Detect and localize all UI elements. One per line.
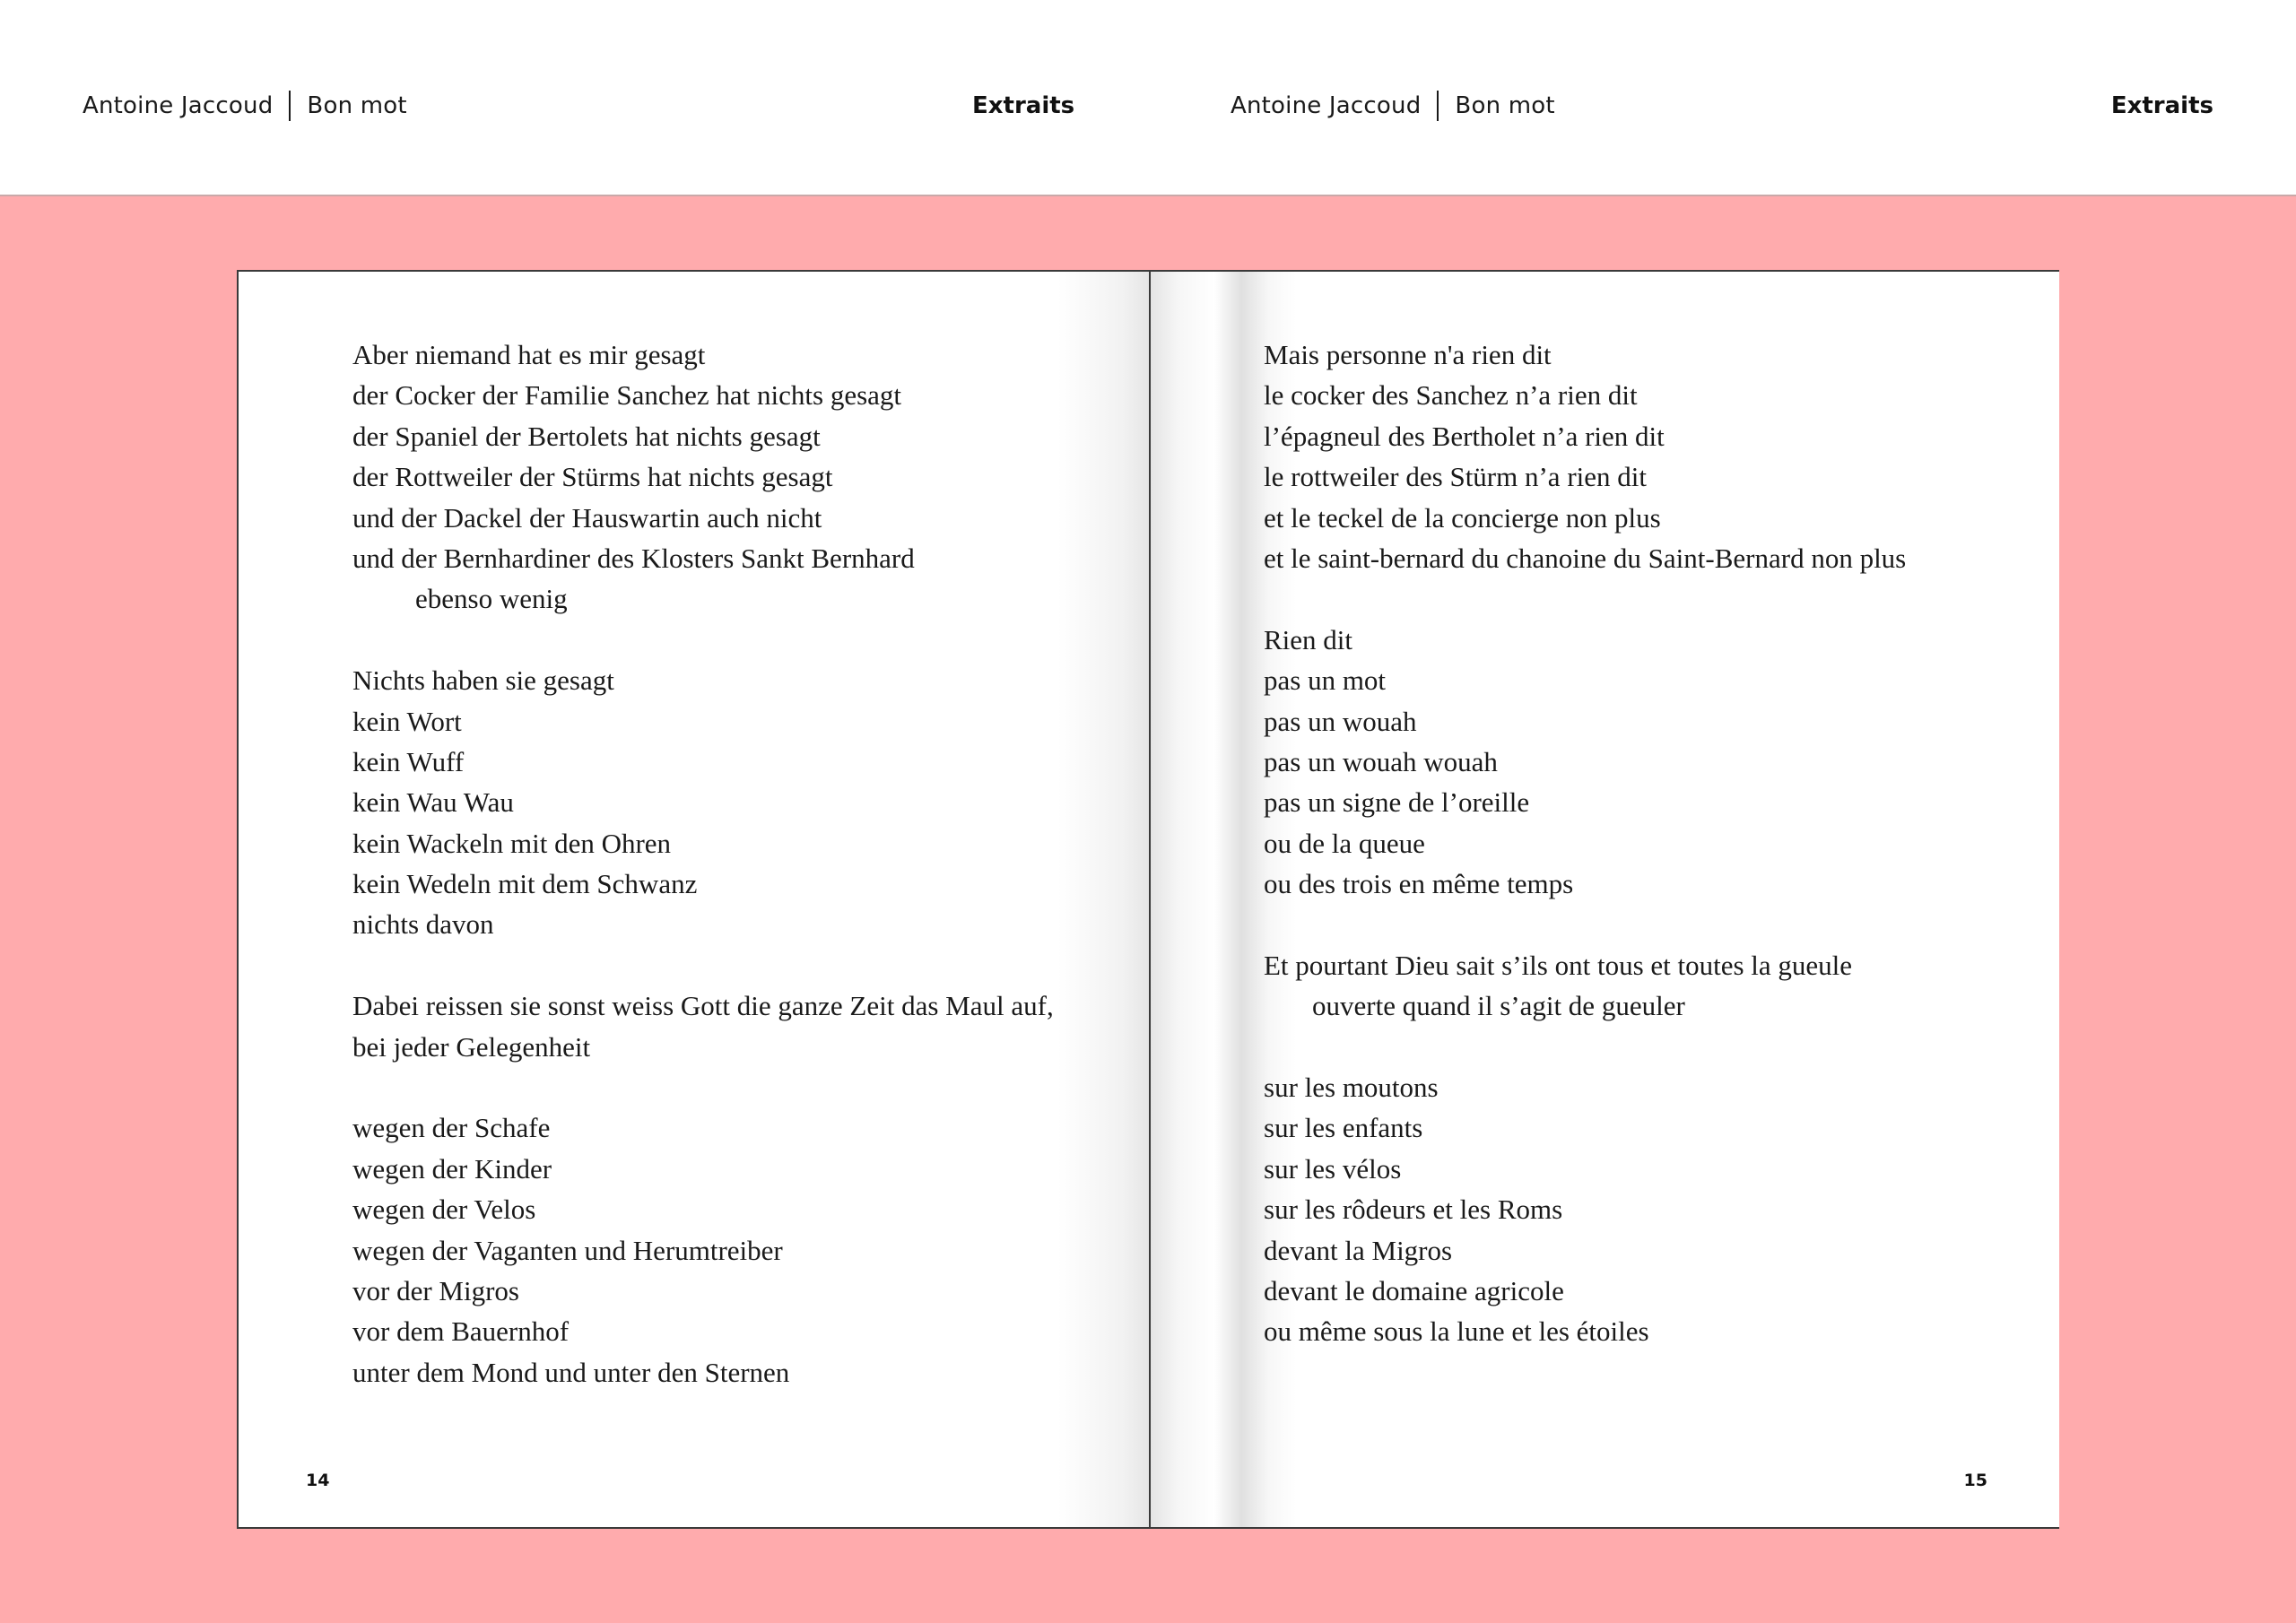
poem-line: pas un wouah wouah <box>1264 745 1498 777</box>
poem-line: kein Wedeln mit dem Schwanz <box>352 868 698 900</box>
poem-line: Rien dit <box>1264 623 1353 655</box>
poem-line: ouverte quand il s’agit de gueuler <box>1312 990 1685 1022</box>
poem-line: kein Wau Wau <box>352 786 514 819</box>
poem-line: und der Bernhardiner des Klosters Sankt Bernhard <box>352 542 915 574</box>
poem-line: sur les vélos <box>1264 1152 1402 1185</box>
page-number-right: 15 <box>1963 1471 1987 1490</box>
book-title: Bon mot <box>1455 92 1555 119</box>
poem-line: kein Wort <box>352 705 462 737</box>
stanza-break <box>1264 904 2035 944</box>
poem-line: sur les rôdeurs et les Roms <box>1264 1193 1563 1226</box>
poem-line: unter dem Mond und unter den Sternen <box>352 1356 790 1388</box>
left-page <box>239 272 1149 1527</box>
header-credit-right <box>1231 88 1555 124</box>
header-divider <box>289 91 291 121</box>
poem-line: et le teckel de la concierge non plus <box>1264 501 1661 534</box>
book-spread <box>237 270 2059 1529</box>
poem-line: sur les enfants <box>1264 1112 1423 1144</box>
book-title: Bon mot <box>307 92 407 119</box>
poem-line: und der Dackel der Hauswartin auch nicht <box>352 501 822 534</box>
header-credit-left <box>83 88 407 124</box>
poem-line: Mais personne n'a rien dit <box>1264 339 1552 370</box>
stanza-break <box>352 945 1124 985</box>
poem-line: vor der Migros <box>352 1274 519 1306</box>
author-name: Antoine Jaccoud <box>1231 92 1422 119</box>
poem-line: ou des trois en même temps <box>1264 868 1574 900</box>
poem-line: devant la Migros <box>1264 1234 1453 1266</box>
poem-line: devant le domaine agricole <box>1264 1274 1564 1306</box>
poem-line: ou même sous la lune et les étoiles <box>1264 1315 1649 1348</box>
poem-line: wegen der Velos <box>352 1193 536 1226</box>
poem-line: Dabei reissen sie sonst weiss Gott die ganze Zeit das Maul auf, <box>352 990 1054 1022</box>
stanza-break <box>352 1067 1124 1107</box>
poem-line: kein Wuff <box>352 745 465 777</box>
poem-line: der Rottweiler der Stürms hat nichts gesagt <box>352 461 833 493</box>
poem-french <box>1264 334 2035 1352</box>
poem-line: wegen der Schafe <box>352 1112 551 1144</box>
poem-line: pas un signe de l’oreille <box>1264 786 1530 819</box>
poem-line: Nichts haben sie gesagt <box>352 664 614 697</box>
poem-line: l’épagneul des Bertholet n’a rien dit <box>1264 420 1665 452</box>
author-name: Antoine Jaccoud <box>83 92 274 119</box>
poem-line: Aber niemand hat es mir gesagt <box>352 339 706 370</box>
poem-line: der Cocker der Familie Sanchez hat nichts gesagt <box>352 379 902 412</box>
poem-line: wegen der Vaganten und Herumtreiber <box>352 1234 783 1266</box>
poem-line: Et pourtant Dieu sait s’ils ont tous et toutes la gueule <box>1264 949 1853 981</box>
poem-line: le cocker des Sanchez n’a rien dit <box>1264 379 1638 412</box>
header-divider <box>1437 91 1439 121</box>
poem-line: ebenso wenig <box>415 583 568 615</box>
stanza-break <box>1264 578 2035 619</box>
page-header <box>0 0 2296 196</box>
stanza-break <box>352 620 1124 660</box>
poem-line: wegen der Kinder <box>352 1152 552 1185</box>
poem-line: sur les moutons <box>1264 1072 1439 1104</box>
poem-line: der Spaniel der Bertolets hat nichts gesagt <box>352 420 821 452</box>
poem-line: et le saint-bernard du chanoine du Saint-Bernard non plus <box>1264 542 1907 574</box>
poem-line: vor dem Bauernhof <box>352 1315 570 1348</box>
poem-german <box>352 334 1124 1393</box>
section-label-right: Extraits <box>2110 92 2213 119</box>
section-label-left: Extraits <box>972 92 1075 119</box>
poem-line: nichts davon <box>352 908 494 941</box>
poem-line: pas un mot <box>1264 664 1387 697</box>
right-page <box>1149 272 2059 1527</box>
stanza-break <box>1264 1027 2035 1067</box>
poem-line: pas un wouah <box>1264 705 1417 737</box>
poem-line: ou de la queue <box>1264 827 1425 859</box>
page-number-left: 14 <box>306 1471 330 1490</box>
poem-line: bei jeder Gelegenheit <box>352 1030 591 1063</box>
poem-line: kein Wackeln mit den Ohren <box>352 827 672 859</box>
poem-line: le rottweiler des Stürm n’a rien dit <box>1264 461 1647 493</box>
